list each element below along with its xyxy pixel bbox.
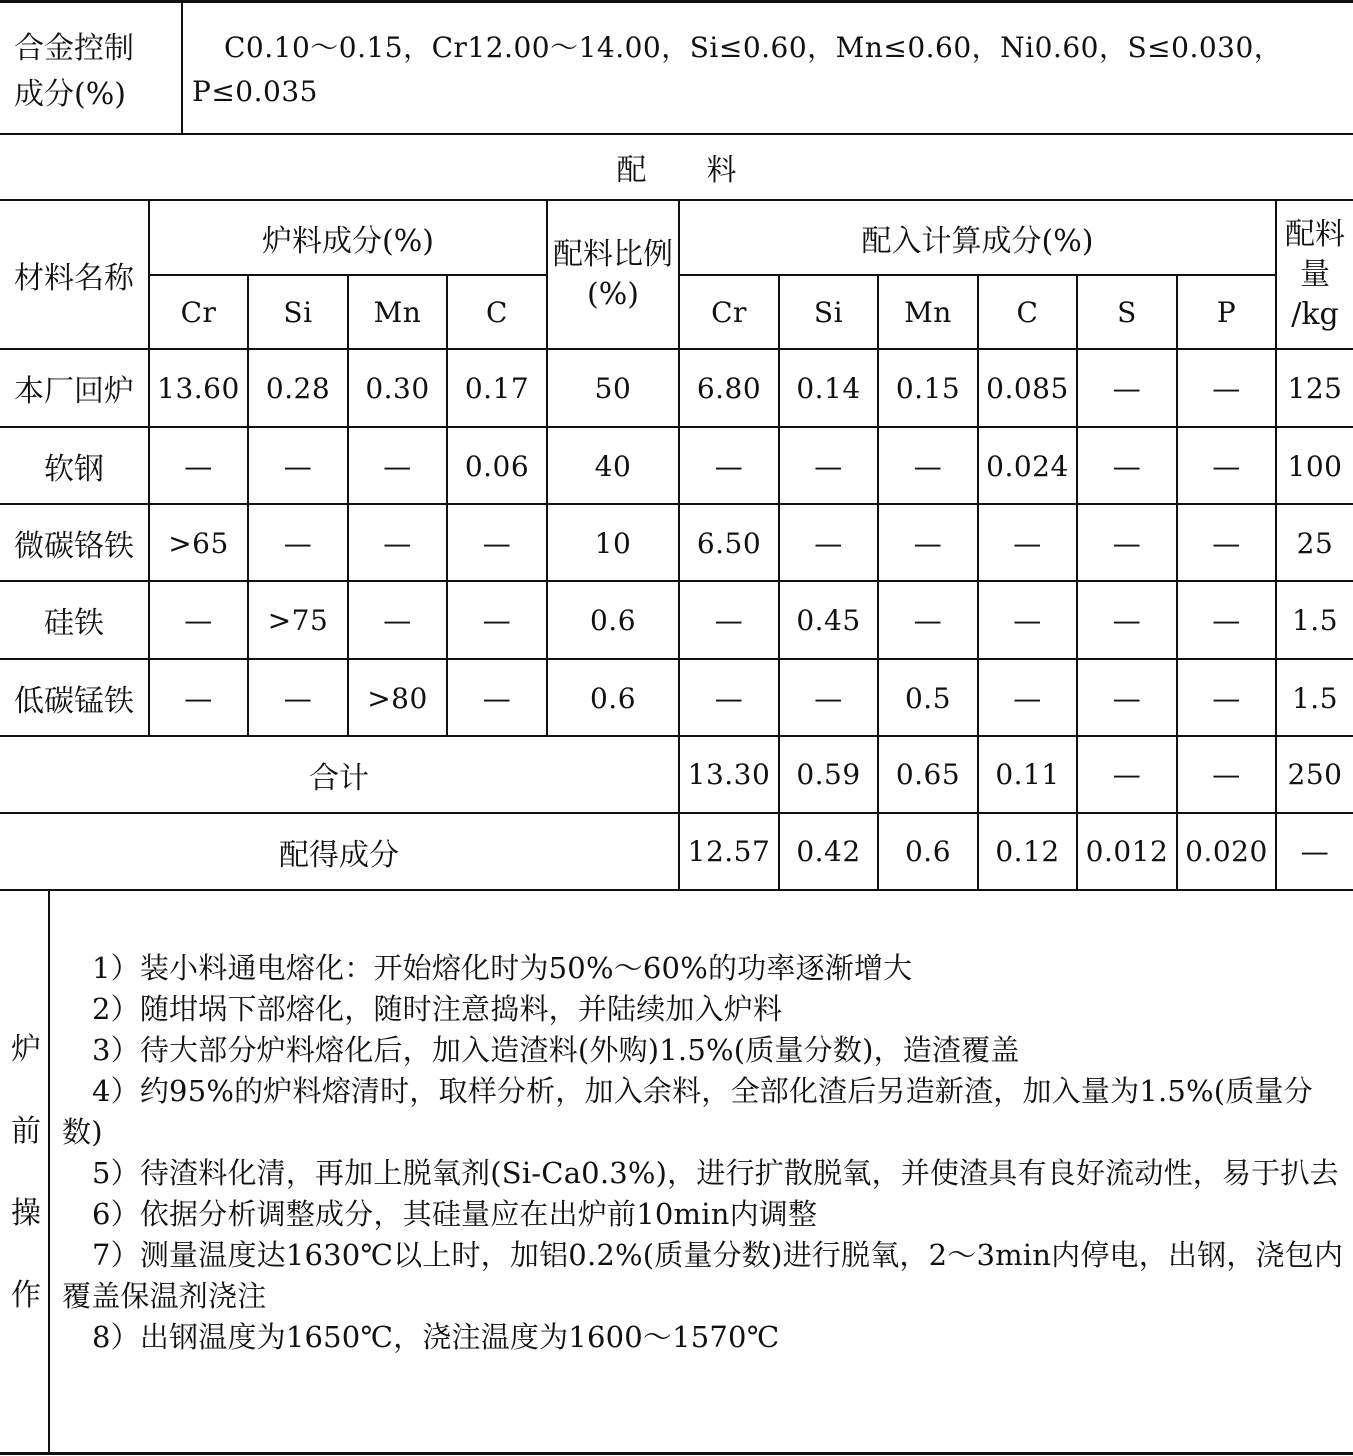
table-cell: 13.60 [157, 371, 240, 405]
header-ratio-line1: 配料比例 [553, 236, 673, 272]
table-cell: — [184, 603, 213, 637]
table-cell: >75 [267, 603, 329, 637]
table-cell: >65 [168, 526, 229, 560]
subheader-charge-cr: Cr [180, 295, 217, 329]
header-amount-line2: 量 [1300, 256, 1330, 292]
header-calc-comp: 配入计算成分(%) [861, 223, 1094, 259]
subheader-calc-s: S [1117, 295, 1137, 329]
operation-step: 6）依据分析调整成分，其硅量应在出炉前10min内调整 [92, 1197, 818, 1231]
operation-step: 1）装小料通电熔化：开始熔化时为50%～60%的功率逐渐增大 [92, 951, 913, 985]
operations-label-char: 炉 [11, 1032, 41, 1067]
table-cell: 0.06 [464, 449, 530, 483]
table-cell: 0.6 [589, 681, 637, 715]
table-cell: — [1112, 603, 1142, 637]
operation-step: 5）待渣料化清，再加上脱氧剂(Si-Ca0.3%)，进行扩散脱氧，并使渣具有良好流动性，易于扒去 [92, 1156, 1339, 1190]
material-name: 本厂回炉 [14, 374, 134, 409]
rule-achieved-bottom [0, 889, 1353, 891]
table-cell: 1.5 [1291, 681, 1339, 715]
subheader-calc-si: Si [813, 295, 844, 329]
table-cell: 0.17 [464, 371, 530, 405]
operation-step: 8）出钢温度为1650℃，浇注温度为1600～1570℃ [92, 1320, 780, 1354]
operations-label-char: 前 [11, 1114, 41, 1149]
operations-label-char: 操 [11, 1196, 41, 1231]
table-cell: — [1212, 603, 1241, 637]
table-cell: — [283, 449, 313, 483]
alloy-label-line1: 合金控制 [14, 31, 134, 66]
table-cell: — [1212, 526, 1241, 560]
table-cell: — [1212, 681, 1241, 715]
subheader-calc-p: P [1216, 295, 1237, 329]
table-cell: — [714, 603, 744, 637]
table-cell: — [383, 449, 412, 483]
table-cell: — [184, 449, 213, 483]
table-cell: — [1112, 681, 1142, 715]
table-cell: — [1013, 681, 1042, 715]
table-cell: — [1212, 449, 1241, 483]
table-cell: 0.024 [986, 449, 1069, 483]
subheader-charge-c: C [486, 295, 508, 329]
header-amount [1277, 201, 1353, 348]
operation-step: 2）随坩埚下部熔化，随时注意捣料，并陆续加入炉料 [92, 992, 783, 1026]
material-name: 软钢 [44, 452, 104, 487]
table-cell: 6.80 [696, 371, 762, 405]
table-cell: 10 [594, 526, 632, 560]
achieved-cell: 0.42 [796, 835, 861, 868]
header-amount-line3: /kg [1291, 296, 1339, 332]
table-cell: — [714, 681, 744, 715]
table-cell: — [1013, 526, 1042, 560]
header-charge-comp: 炉料成分(%) [262, 223, 434, 259]
total-cell: 0.11 [995, 758, 1060, 791]
table-cell: 6.50 [696, 526, 762, 560]
table-cell: 0.14 [796, 371, 861, 405]
table-cell: — [1112, 526, 1142, 560]
subheader-calc-mn: Mn [904, 295, 952, 329]
table-cell: — [482, 526, 512, 560]
total-cell: 0.59 [796, 758, 861, 791]
table-cell: — [1112, 371, 1142, 405]
vr-ops [48, 890, 50, 1453]
table-cell: 0.085 [986, 371, 1069, 405]
table-cell: — [482, 681, 512, 715]
achieved-cell: 0.012 [1085, 835, 1169, 868]
header-material: 材料名称 [14, 260, 134, 296]
table-cell: 1.5 [1291, 603, 1339, 637]
total-cell: — [1212, 758, 1241, 791]
total-cell: 13.30 [687, 758, 771, 791]
achieved-cell: — [1300, 835, 1330, 868]
header-amount-line1: 配料 [1285, 216, 1345, 252]
achieved-cell: 0.020 [1185, 835, 1268, 868]
alloy-label [14, 26, 174, 118]
table-cell: 100 [1287, 449, 1343, 483]
table-cell: 0.28 [265, 371, 331, 405]
alloy-label-line2: 成分(%) [14, 77, 126, 112]
achieved-cell: 0.12 [995, 835, 1060, 868]
table-cell: — [913, 526, 943, 560]
table-cell: — [283, 526, 313, 560]
table-cell: — [1112, 449, 1142, 483]
table-cell: — [814, 449, 843, 483]
total-cell: 0.65 [895, 758, 961, 791]
operations-steps [62, 948, 1344, 1358]
subheader-calc-c: C [1016, 295, 1039, 329]
vr-alloy [181, 0, 183, 134]
table-cell: 0.6 [589, 603, 637, 637]
subheader-charge-si: Si [283, 295, 313, 329]
table-cell: — [383, 603, 412, 637]
material-name: 硅铁 [44, 606, 104, 641]
achieved-cell: 0.6 [904, 835, 952, 868]
table-cell: — [913, 603, 943, 637]
table-cell: — [383, 526, 412, 560]
table-cell: — [714, 449, 744, 483]
batching-title: 配料 [616, 153, 797, 188]
table-cell: — [1212, 371, 1241, 405]
table-cell: — [283, 681, 313, 715]
table-cell: 25 [1296, 526, 1334, 560]
table-cell: — [913, 449, 943, 483]
table-cell: — [482, 603, 512, 637]
table-cell: 40 [594, 449, 632, 483]
material-name: 低碳锰铁 [14, 684, 134, 719]
table-cell: 0.45 [796, 603, 861, 637]
table-cell: 50 [594, 371, 632, 405]
bottom-border [0, 1452, 1353, 1455]
operation-step: 4）约95%的炉料熔清时，取样分析，加入余料，全部化渣后另造新渣，加入量为1.5%(质量分数) [62, 1074, 1313, 1149]
table-cell: — [184, 681, 213, 715]
table-cell: — [814, 681, 843, 715]
operations-label-char: 作 [11, 1278, 41, 1313]
operation-step: 3）待大部分炉料熔化后，加入造渣料(外购)1.5%(质量分数)，造渣覆盖 [92, 1033, 1020, 1067]
total-label: 合计 [309, 760, 369, 796]
subheader-charge-mn: Mn [373, 295, 422, 329]
table-cell: >80 [367, 681, 428, 715]
alloy-composition-text: C0.10～0.15，Cr12.00～14.00，Si≤0.60，Mn≤0.60，Ni0.60，S≤0.030，P≤0.035 [192, 31, 1283, 108]
header-ratio-line2: (%) [587, 276, 639, 312]
material-name: 微碳铬铁 [14, 529, 134, 564]
operation-step: 7）测量温度达1630℃以上时，加铝0.2%(质量分数)进行脱氧，2～3min内停电，出钢，浇包内覆盖保温剂浇注 [62, 1238, 1344, 1313]
table-cell: — [1013, 603, 1042, 637]
header-ratio [548, 201, 678, 348]
operations-label [4, 1030, 48, 1358]
table-cell: 0.15 [895, 371, 961, 405]
table-cell: 0.5 [904, 681, 952, 715]
top-border [0, 0, 1353, 3]
achieved-label: 配得成分 [279, 837, 399, 873]
subheader-calc-cr: Cr [711, 295, 747, 329]
table-cell: 0.30 [365, 371, 430, 405]
table-cell: 125 [1287, 371, 1343, 405]
achieved-cell: 12.57 [687, 835, 771, 868]
total-cell: — [1112, 758, 1142, 791]
table-cell: — [814, 526, 843, 560]
total-cell: 250 [1287, 758, 1343, 791]
